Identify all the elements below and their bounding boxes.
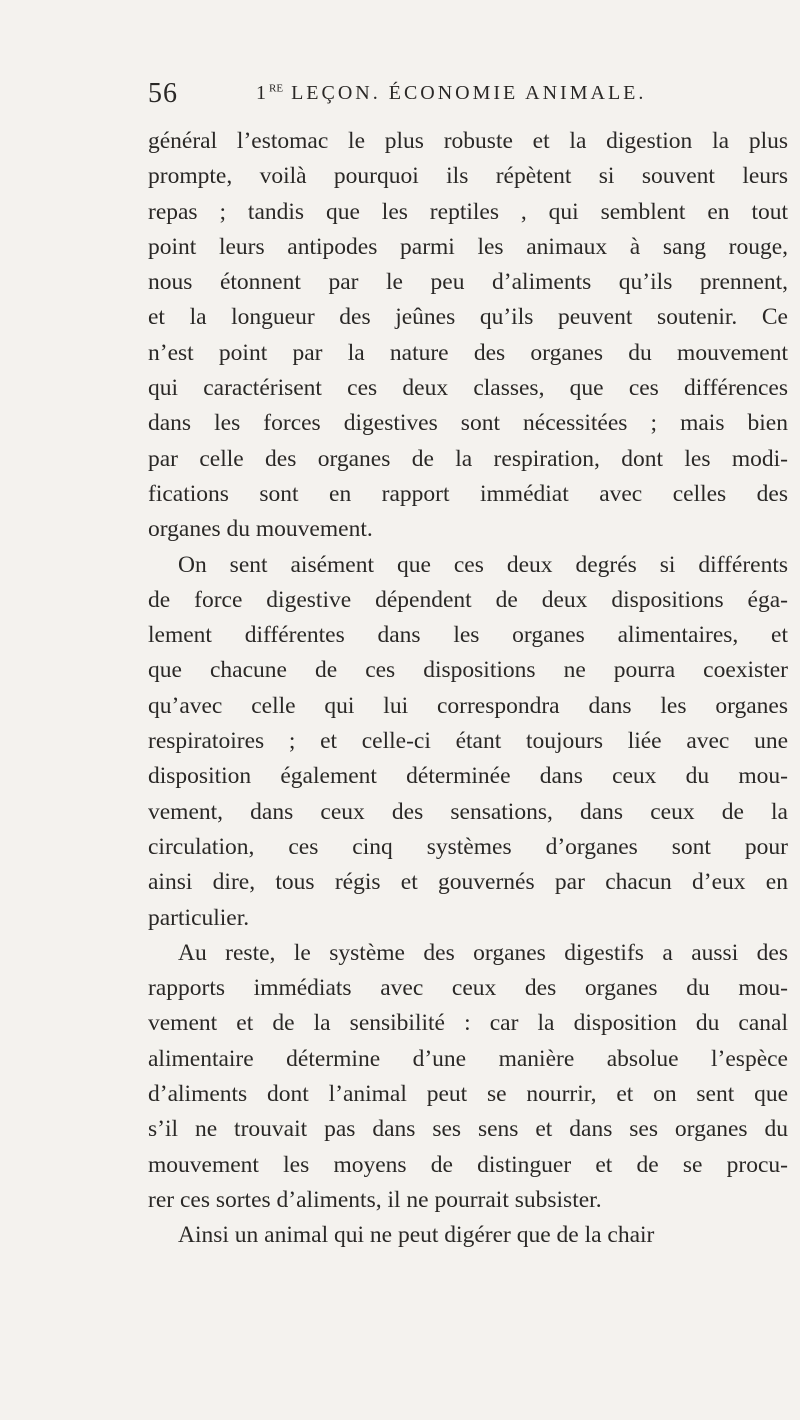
text-line: par celle des organes de la respiration, dont les modi- — [148, 445, 788, 472]
text-line: organes du mouvement. — [148, 516, 373, 543]
running-head — [148, 78, 748, 118]
text-line: repas ; tandis que les reptiles , qui semblent en tout — [148, 198, 788, 225]
text-line: alimentaire détermine d’une manière absolue l’espèce — [148, 1045, 788, 1072]
text-line: vement et de la sensibilité : car la disposition du canal — [148, 1010, 788, 1037]
text-line: point leurs antipodes parmi les animaux à sang rouge, — [148, 233, 788, 260]
text-line: lement différentes dans les organes alimentaires, et — [148, 622, 788, 649]
text-line: n’est point par la nature des organes du mouvement — [148, 339, 788, 366]
text-line: rapports immédiats avec ceux des organes du mou- — [148, 975, 788, 1002]
text-line: respiratoires ; et celle-ci étant toujours liée avec une — [148, 728, 788, 755]
lecon-number: 1 — [256, 82, 269, 104]
text-line: Au reste, le système des organes digestifs a aussi des — [178, 939, 788, 966]
text-line: dans les forces digestives sont nécessitées ; mais bien — [148, 410, 788, 437]
text-line: prompte, voilà pourquoi ils répètent si souvent leurs — [148, 163, 788, 190]
text-line: particulier. — [148, 904, 250, 931]
body-text — [148, 124, 788, 1254]
text-line: de force digestive dépendent de deux dispositions éga- — [148, 586, 788, 613]
text-line: disposition également déterminée dans ceux du mou- — [148, 763, 788, 790]
text-line: fications sont en rapport immédiat avec celles des — [148, 480, 788, 507]
text-line: On sent aisément que ces deux degrés si différents — [178, 551, 788, 578]
page-number: 56 — [148, 78, 178, 109]
text-line: qui caractérisent ces deux classes, que ces différences — [148, 375, 788, 402]
paragraph — [148, 124, 788, 548]
text-line: qu’avec celle qui lui correspondra dans les organes — [148, 692, 788, 719]
text-line: circulation, ces cinq systèmes d’organes sont pour — [148, 833, 788, 860]
text-line: d’aliments dont l’animal peut se nourrir, et on sent que — [148, 1081, 788, 1108]
lecon-suffix: RE — [269, 82, 284, 95]
paragraph — [148, 548, 788, 936]
paragraph — [148, 936, 788, 1218]
text-line: vement, dans ceux des sensations, dans ceux de la — [148, 798, 788, 825]
text-line: et la longueur des jeûnes qu’ils peuvent soutenir. Ce — [148, 304, 788, 331]
text-line: que chacune de ces dispositions ne pourra coexister — [148, 657, 788, 684]
text-line: Ainsi un animal qui ne peut digérer que de la chair — [178, 1222, 655, 1249]
text-line: mouvement les moyens de distinguer et de se procu- — [148, 1151, 788, 1178]
text-line: ainsi dire, tous régis et gouvernés par chacun d’eux en — [148, 869, 788, 896]
text-line: rer ces sortes d’aliments, il ne pourrait subsister. — [148, 1186, 602, 1213]
text-line: nous étonnent par le peu d’aliments qu’ils prennent, — [148, 269, 788, 296]
paragraph — [148, 1218, 788, 1253]
text-line: général l’estomac le plus robuste et la digestion la plus — [148, 128, 788, 154]
chapter-title: LEÇON. ÉCONOMIE ANIMALE. — [291, 82, 647, 104]
running-title — [256, 82, 646, 105]
text-line: s’il ne trouvait pas dans ses sens et dans ses organes du — [148, 1116, 788, 1143]
